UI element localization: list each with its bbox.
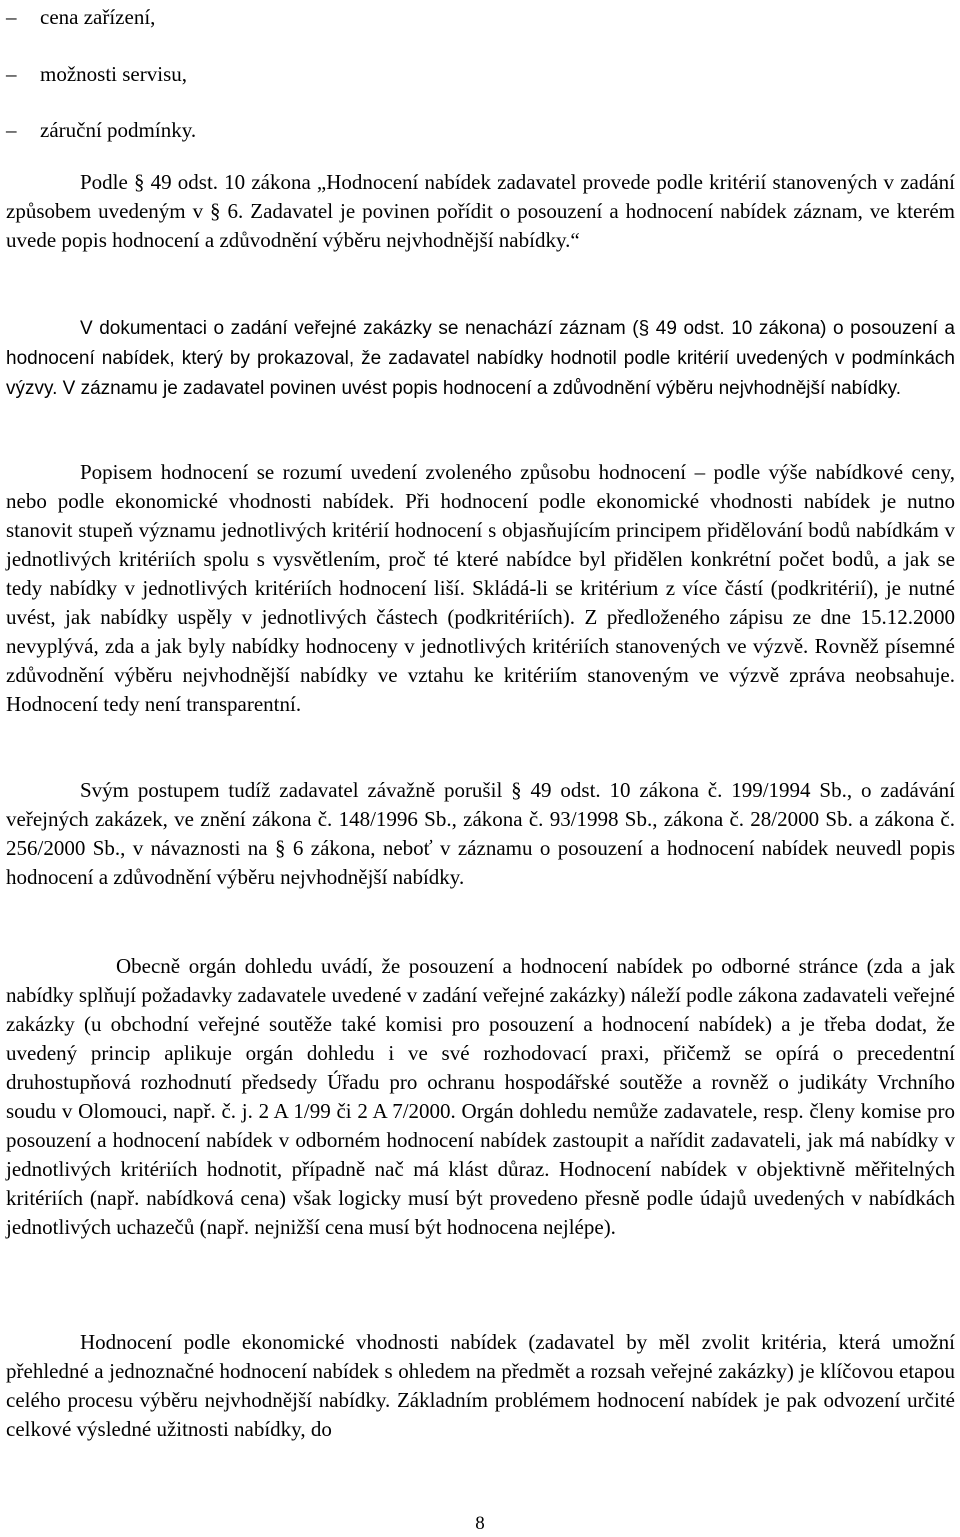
list-item-text: záruční podmínky.	[40, 118, 197, 142]
paragraph-text: Popisem hodnocení se rozumí uvedení zvoleného způsobu hodnocení – podle výše nabídkové ceny, nebo podle ekonomické vhodnosti nabídek. Při hodnocení podle ekonomické vhodnosti nabídek je nutno stanovit stupeň významu jednotlivých kritérií hodnocení s objasňujícím principem přidělování bodů nabídkám v jednotlivých kritériích spolu s vysvětlením, proč té které nabídce byl přidělen konkrétní počet bodů, a jak se tedy nabídky v jednotlivých kritériích hodnocení liší. Skládá-li se kritérium z více částí (podkritérií), je nutné uvést, jak nabídky uspěly v jednotlivých částech (podkritériích). Z předloženého zápisu ze dne 15.12.2000 nevyplývá, zda a jak byly nabídky hodnoceny v jednotlivých kritériích stanovených ve výzvě. Rovněž písemné zdůvodnění výběru nejvhodnější nabídky ve vztahu ke kritériím stanoveným ve výzvě zpráva neobsahuje. Hodnocení tedy není transparentní.	[6, 460, 955, 716]
list-item-text: cena zařízení,	[40, 5, 156, 29]
paragraph-text: Podle § 49 odst. 10 zákona „Hodnocení nabídek zadavatel provede podle kritérií stanovených v zadání způsobem uvedeným v § 6. Zadavatel je povinen pořídit o posouzení a hodnocení nabídek záznam, ve kterém uvede popis hodnocení a zdůvodnění výběru nejvhodnější nabídky.“	[6, 170, 955, 252]
page-number: 8	[475, 1513, 485, 1534]
bullet-list	[6, 3, 946, 173]
dash-bullet: –	[6, 5, 17, 29]
paragraph-text: Obecně orgán dohledu uvádí, že posouzení a hodnocení nabídek po odborné stránce (zda a jak nabídky splňují požadavky zadavatele uvedené v zadání veřejné zakázky) náleží podle zákona zadavateli veřejné zakázky (u obchodní veřejné soutěže také komisi pro posouzení a hodnocení nabídek) a je třeba dodat, že uvedený princip aplikuje orgán dohledu i ve své rozhodovací praxi, přičemž se opírá o precedentní druhostupňová rozhodnutí předsedy Úřadu pro ochranu hospodářské soutěže a rovněž o judikáty Vrchního soudu v Olomouci, např. č. j. 2 A 1/99 či 2 A 7/2000. Orgán dohledu nemůže zadavatele, resp. členy komise pro posouzení a hodnocení nabídek v odborném hodnocení nabídek zastoupit a nařídit zadavateli, jak má nabídky v jednotlivých kritériích hodnotit, případně nač má klást důraz. Hodnocení nabídek v objektivně měřitelných kritériích (např. nabídková cena) však logicky musí být provedeno přesně podle údajů uvedených v nabídkách jednotlivých uchazečů (např. nejnižší cena musí být hodnocena nejlépe).	[6, 954, 955, 1239]
paragraph-general-statement	[6, 952, 955, 1242]
paragraph-violation	[6, 776, 955, 892]
list-item	[6, 116, 946, 144]
paragraph-text: Svým postupem tudíž zadavatel závažně porušil § 49 odst. 10 zákona č. 199/1994 Sb., o zadávání veřejných zakázek, ve znění zákona č. 148/1996 Sb., zákona č. 93/1998 Sb., zákona č. 28/2000 Sb. a zákona č. 256/2000 Sb., v návaznosti na § 6 zákona, neboť v záznamu o posouzení a hodnocení nabídek neuvedl popis hodnocení a zdůvodnění výběru nejvhodnější nabídky.	[6, 778, 955, 889]
paragraph-text: Hodnocení podle ekonomické vhodnosti nabídek (zadavatel by měl zvolit kritéria, která umožní přehledné a jednoznačné hodnocení nabídek s ohledem na předmět a rozsah veřejné zakázky) je klíčovou etapou celého procesu výběru nejvhodnější nabídky. Základním problémem hodnocení nabídek je pak odvození určité celkové výsledné užitnosti nabídky, do	[6, 1330, 955, 1441]
dash-bullet: –	[6, 118, 17, 142]
paragraph-evaluation-description	[6, 458, 955, 719]
paragraph-text: V dokumentaci o zadání veřejné zakázky se nenachází záznam (§ 49 odst. 10 zákona) o posouzení a hodnocení nabídek, který by prokazoval, že zadavatel nabídky hodnotil podle kritérií uvedených v podmínkách výzvy. V záznamu je zadavatel povinen uvést popis hodnocení a zdůvodnění výběru nejvhodnější nabídky.	[6, 318, 955, 399]
paragraph-economic-evaluation	[6, 1328, 955, 1444]
list-item	[6, 3, 946, 31]
list-item-text: možnosti servisu,	[40, 61, 187, 86]
paragraph-missing-record	[6, 313, 955, 403]
paragraph-evaluation-rule	[6, 168, 955, 255]
list-item	[6, 60, 946, 88]
dash-bullet: –	[6, 61, 17, 86]
